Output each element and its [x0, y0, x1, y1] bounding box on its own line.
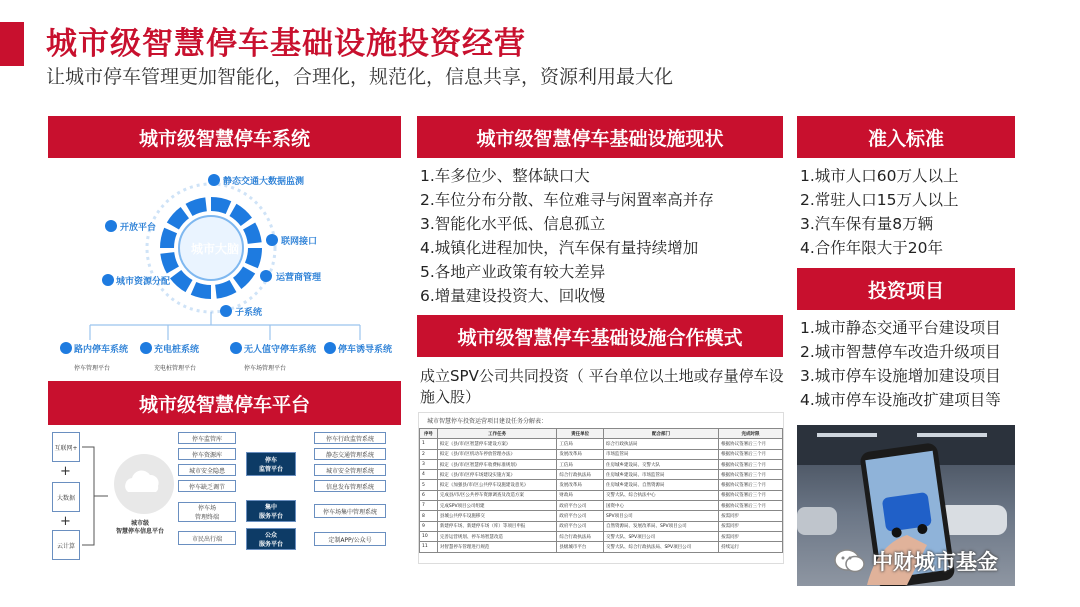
platform-system: 静态交通管理系统 — [314, 448, 386, 460]
subsystem-label: 无人值守停车系统 — [244, 345, 317, 355]
plus-sign: + — [60, 464, 71, 479]
table-cell: 根据协议签署后三个月 — [719, 470, 783, 480]
status-item: 4.城镇化进程加快，汽车保有量持续增加 — [420, 239, 699, 257]
table-cell: 根据协议签署后三个月 — [719, 480, 783, 490]
platform-block: 云计算 — [52, 530, 80, 560]
subsystem-sub: 停车管理平台 — [74, 365, 111, 372]
criteria-item: 1.城市人口60万人以上 — [800, 167, 959, 185]
table-cell: 综合行政执法局 — [603, 439, 718, 449]
table-cell: 工信局 — [557, 439, 604, 449]
watermark — [834, 546, 998, 576]
table-cell: 住房城乡建设局、自然资源局 — [603, 480, 718, 490]
table-cell: 8 — [420, 511, 438, 521]
platform-block: 互联网+ — [52, 432, 80, 462]
status-list — [420, 164, 714, 308]
table-header: 工作任务 — [437, 429, 556, 439]
table-cell: 政府平台公司 — [557, 501, 604, 511]
coop-header: 城市级智慧停车基础设施合作模式 — [417, 315, 783, 357]
platform-item: 城市安全隐患 — [178, 464, 236, 476]
table-cell: 新建停车场、新建停车场（库）等项目申报 — [437, 521, 556, 531]
cloud-bracket — [80, 428, 180, 561]
platform-item: 停车监管库 — [178, 432, 236, 444]
table-row — [420, 480, 783, 490]
table-row — [420, 511, 783, 521]
page-subtitle: 让城市停车管理更加智能化，合理化，规范化，信息共享，资源利用最大化 — [46, 66, 674, 88]
table-cell: 根据协议签署后三个月 — [719, 459, 783, 469]
table-cell: 交警大队、综合行政执法局、SPV项目公司 — [603, 542, 718, 552]
platform-header: 城市级智慧停车平台 — [48, 381, 401, 425]
table-cell: 4 — [420, 470, 438, 480]
platform-system: 停车场集中管理系统 — [314, 504, 386, 518]
table-cell: 拟定《县/市/区停车场建设实施方案》 — [437, 470, 556, 480]
plus-sign: + — [60, 514, 71, 529]
project-item: 2.城市智慧停车改造升级项目 — [800, 343, 1001, 361]
table-cell: 市场监管局 — [603, 449, 718, 459]
table-cell: 政府平台公司 — [557, 521, 604, 531]
table-cell: 对智慧停车管理进行规范 — [437, 542, 556, 552]
subsystem-label: 路内停车系统 — [74, 345, 129, 355]
criteria-item: 2.常驻人口15万人以上 — [800, 191, 959, 209]
subsystem-label: 充电桩系统 — [154, 345, 200, 355]
table-row — [420, 449, 783, 459]
status-item: 3.智能化水平低、信息孤立 — [420, 215, 606, 233]
table-header-row — [420, 429, 783, 439]
table-cell: 3 — [420, 459, 438, 469]
table-cell: 综合行政执法局 — [557, 470, 604, 480]
table-cell: 根据协议签署后三个月 — [719, 439, 783, 449]
platform-core: 停车 监管平台 — [246, 452, 296, 476]
platform-system: 城市安全管理系统 — [314, 464, 386, 476]
table-header: 完成时限 — [719, 429, 783, 439]
status-item: 6.增量建设投资大、回收慢 — [420, 287, 606, 305]
node-label: 静态交通大数据监测 — [223, 177, 305, 187]
subsystem-label: 停车诱导系统 — [338, 345, 393, 355]
criteria-item: 4.合作年限大于20年 — [800, 239, 944, 257]
table-cell: 交警大队、SPV项目公司 — [603, 531, 718, 541]
table-cell: 5 — [420, 480, 438, 490]
criteria-list — [800, 164, 959, 260]
node-label: 子系统 — [235, 308, 263, 318]
table-cell: 发展改革局 — [557, 449, 604, 459]
table-cell: 县级城市平台 — [557, 542, 604, 552]
table-cell: 住房城乡建设局、交警大队 — [603, 459, 718, 469]
coop-document — [418, 412, 784, 564]
table-cell: 县城公共停车设施移交 — [437, 511, 556, 521]
platform-system: 定制APP/公众号 — [314, 532, 386, 546]
coop-text: 成立SPV公司共同投资（ 平台单位以土地或存量停车设施入股） — [420, 367, 784, 406]
table-cell: 发展改革局 — [557, 480, 604, 490]
table-cell: 根据协议签署后三个月 — [719, 490, 783, 500]
table-cell: 国资中心 — [603, 501, 718, 511]
table-row — [420, 459, 783, 469]
project-item: 4.城市停车设施改扩建项目等 — [800, 391, 1001, 409]
title-accent-bar — [0, 22, 24, 66]
table-row — [420, 531, 783, 541]
page-title: 城市级智慧停车基础设施投资经营 — [46, 26, 526, 62]
hub-label: 城市大脑 — [191, 242, 240, 256]
status-header: 城市级智慧停车基础设施现状 — [417, 116, 783, 158]
criteria-item: 3.汽车保有量8万辆 — [800, 215, 934, 233]
table-cell: 完成县/市/区公共停车资源调查及改造方案 — [437, 490, 556, 500]
platform-system: 信息发布管理系统 — [314, 480, 386, 492]
table-cell: 自然资源局、发展改革局、SPV项目公司 — [603, 521, 718, 531]
table-cell: 按需同步 — [719, 531, 783, 541]
wechat-icon — [834, 548, 866, 574]
subsystem-sub: 停车场管理平台 — [244, 365, 287, 372]
doc-title: 城市智慧停车投资运营项目建设任务分解表： — [427, 418, 548, 425]
table-cell: 拟定《加强县/市/区公共停车设施建设意见》 — [437, 480, 556, 490]
platform-item: 市民出行端 — [178, 531, 236, 545]
platform-system: 停车行政监管系统 — [314, 432, 386, 444]
platform-core: 公众 服务平台 — [246, 528, 296, 550]
table-cell: 住房城乡建设局、市场监管局 — [603, 470, 718, 480]
table-header: 序号 — [420, 429, 438, 439]
platform-item: 停车缺乏调节 — [178, 480, 236, 492]
platform-block: 大数据 — [52, 482, 80, 512]
node-label: 联网接口 — [281, 237, 318, 247]
table-cell: 持续运行 — [719, 542, 783, 552]
table-cell: 拟定《县/市/区智慧停车建设方案》 — [437, 439, 556, 449]
table-cell: 政府平台公司 — [557, 511, 604, 521]
table-cell: 拟定《县/市/区机动车停放管理办法》 — [437, 449, 556, 459]
platform-diagram — [48, 428, 401, 561]
table-cell: 根据协议签署后三个月 — [719, 501, 783, 511]
status-item: 1.车多位少、整体缺口大 — [420, 167, 590, 185]
table-cell: 按需同步 — [719, 511, 783, 521]
table-row — [420, 501, 783, 511]
table-cell: 完善运营规划、停车场智慧改造 — [437, 531, 556, 541]
table-cell: 工信局 — [557, 459, 604, 469]
table-header: 配合部门 — [603, 429, 718, 439]
subsystem-sub: 充电桩管理平台 — [154, 365, 197, 372]
table-cell: 2 — [420, 449, 438, 459]
criteria-header: 准入标准 — [797, 116, 1015, 158]
table-cell: 11 — [420, 542, 438, 552]
table-cell: 1 — [420, 439, 438, 449]
table-header: 责任单位 — [557, 429, 604, 439]
watermark-text: 中财城市基金 — [872, 550, 998, 574]
table-row — [420, 490, 783, 500]
platform-item: 停车资源库 — [178, 448, 236, 460]
node-label: 运营商管理 — [276, 273, 322, 283]
status-item: 2.车位分布分散、车位难寻与闲置率高并存 — [420, 191, 714, 209]
table-cell: 交警大队、综合执法中心 — [603, 490, 718, 500]
table-row — [420, 521, 783, 531]
system-header: 城市级智慧停车系统 — [48, 116, 401, 158]
table-cell: SPV项目公司 — [603, 511, 718, 521]
table-cell: 拟定《县/市/区智慧停车收费标准规划》 — [437, 459, 556, 469]
table-cell: 7 — [420, 501, 438, 511]
table-cell: 10 — [420, 531, 438, 541]
platform-item: 停车场 管理终端 — [178, 502, 236, 522]
table-cell: 根据协议签署后三个月 — [719, 449, 783, 459]
cloud-label: 城市级 智慧停车信息平台 — [116, 520, 165, 535]
node-label: 城市资源分配 — [116, 277, 171, 287]
table-cell: 6 — [420, 490, 438, 500]
task-table — [419, 428, 783, 553]
project-item: 1.城市静态交通平台建设项目 — [800, 319, 1001, 337]
table-row — [420, 439, 783, 449]
table-row — [420, 470, 783, 480]
platform-core: 集中 服务平台 — [246, 500, 296, 522]
table-cell: 财政局 — [557, 490, 604, 500]
node-label: 开放平台 — [120, 223, 157, 233]
projects-header: 投资项目 — [797, 268, 1015, 310]
table-row — [420, 542, 783, 552]
table-cell: 综合行政执法局 — [557, 531, 604, 541]
status-item: 5.各地产业政策有较大差异 — [420, 263, 606, 281]
table-cell: 按需同步 — [719, 521, 783, 531]
table-cell: 9 — [420, 521, 438, 531]
system-diagram — [48, 160, 401, 373]
projects-list — [800, 316, 1001, 412]
table-cell: 完成SPV项目公司组建 — [437, 501, 556, 511]
project-item: 3.城市停车设施增加建设项目 — [800, 367, 1001, 385]
